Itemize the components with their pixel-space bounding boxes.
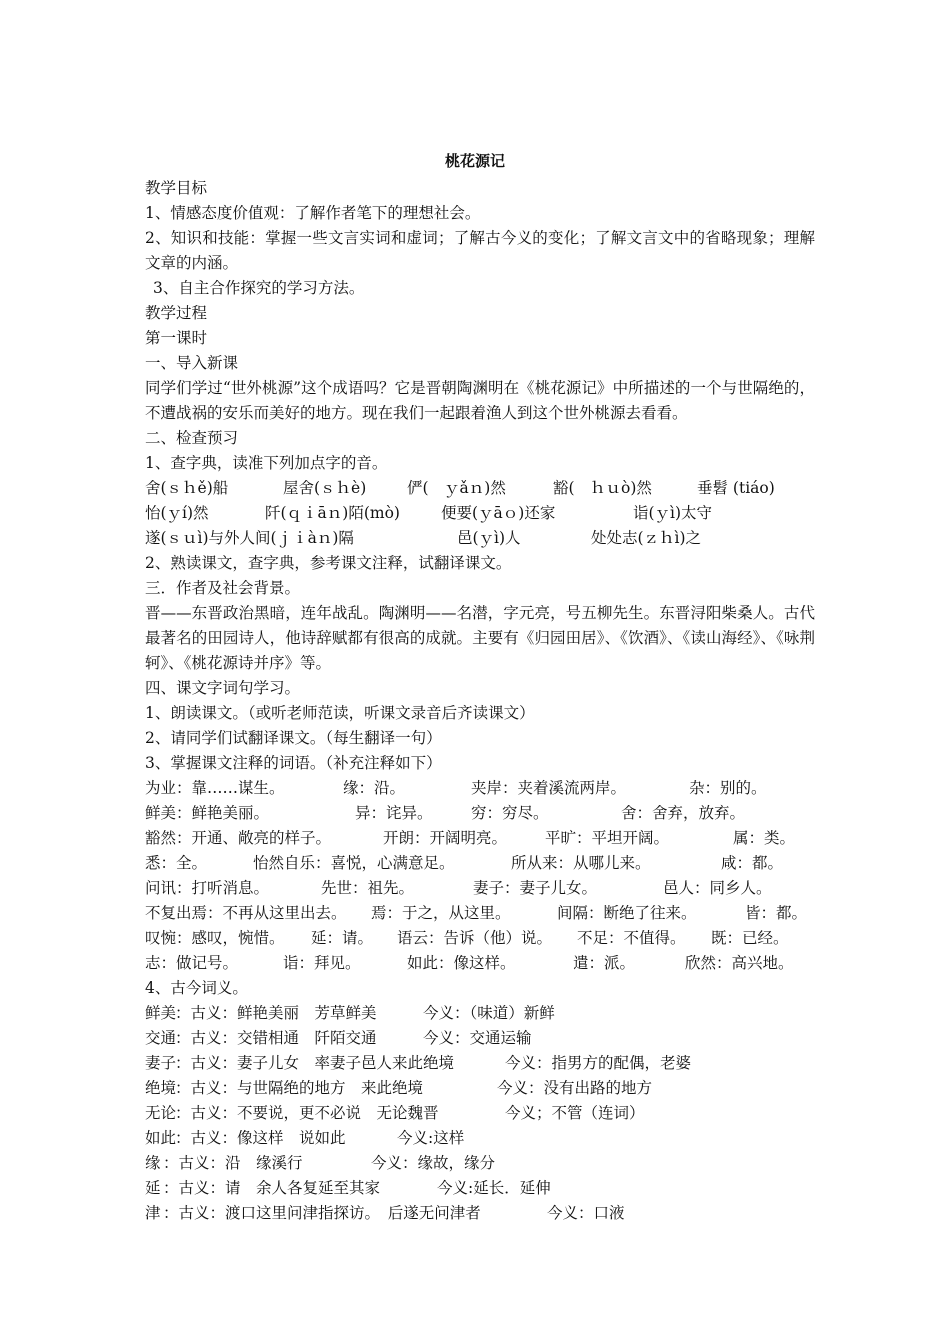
modern-meaning: 今义：没有出路的地方 [497, 1079, 653, 1097]
glossary-item: 平旷：平坦开阔。 [545, 829, 670, 847]
part4-heading: 四、课文字词句学习。 [145, 679, 301, 697]
glossary-item: 属：类。 [733, 829, 796, 847]
word-term: 妻子 [145, 1054, 177, 1072]
modern-meaning: 今义；不管（连词） [505, 1104, 645, 1122]
glossary-item: 既：已经。 [711, 929, 789, 947]
modern-meaning: 今义：指男方的配偶，老婆 [505, 1054, 692, 1072]
pronunciation-item: 怡(ｙí)然 [145, 504, 209, 522]
part3-heading: 三．作者及社会背景。 [145, 579, 301, 597]
part4-item3: 3、掌握课文注释的词语。（补充注释如下） [145, 754, 442, 772]
ancient-meaning: ：古义：像这样 说如此 [175, 1129, 346, 1147]
goal-1: 1、情感态度价值观：了解作者笔下的理想社会。 [145, 204, 481, 222]
glossary-item: 舍：舍弃，放弃。 [621, 804, 746, 822]
glossary-row [145, 801, 815, 826]
part4-item1: 1、朗读课文。（或听老师范读，听课文录音后齐读课文） [145, 704, 535, 722]
glossary-row [145, 876, 815, 901]
ancient-meaning: ：古义：与世隔绝的地方 来此绝境 [175, 1079, 424, 1097]
ancient-meaning: ：古义：鲜艳美丽 芳草鲜美 [175, 1004, 377, 1022]
part3-text: 晋——东晋政治黑暗，连年战乱。陶渊明——名潜，字元亮，号五柳先生。东晋浔阳柴桑人。古代最著名的田园诗人，他诗辞赋都有很高的成就。主要有《归园田居》、《饮酒》、《读山海经》、《咏荆轲》、《桃花源诗并序》等。 [145, 604, 815, 672]
lesson-label: 第一课时 [145, 329, 208, 347]
glossary-item: 如此：像这样。 [407, 954, 516, 972]
glossary-row [145, 951, 815, 976]
pronunciation-item: 处处志(ｚｈì)之 [591, 529, 702, 547]
pronunciation-item: 垂髫 (tiáo) [697, 479, 775, 497]
part1-text: 同学们学过“世外桃源”这个成语吗？它是晋朝陶渊明在《桃花源记》中所描述的一个与世隔绝的，不遭战祸的安乐而美好的地方。现在我们一起跟着渔人到这个世外桃源去看看。 [145, 379, 815, 422]
glossary-item: 欣然：高兴地。 [685, 954, 794, 972]
glossary-item: 志：做记号。 [145, 954, 239, 972]
pronunciation-row [145, 476, 815, 501]
ancient-meaning: ：古义：沿 缘溪行 [163, 1154, 303, 1172]
pronunciation-item: 邑(ｙì)人 [457, 529, 521, 547]
modern-meaning: 今义:这样 [397, 1129, 465, 1147]
glossary-item: 怡然自乐：喜悦，心满意足。 [253, 854, 455, 872]
pronunciation-item: 遂(ｓｕì)与外人间(ｊｉàｎ)隔 [145, 529, 354, 547]
ancient-meaning: ：古义：渡口这里问津指探访。 后遂无问津者 [163, 1204, 481, 1222]
glossary-row [145, 776, 815, 801]
glossary-item: 咸：都。 [721, 854, 784, 872]
document-title: 桃花源记 [444, 152, 505, 170]
pronunciation-item: 诣(ｙì)太守 [633, 504, 713, 522]
modern-meaning: 今义：交通运输 [423, 1029, 532, 1047]
glossary-row [145, 826, 815, 851]
document-body [145, 176, 815, 1226]
part2-item1: 1、查字典，读准下列加点字的音。 [145, 454, 388, 472]
pronunciation-item: 豁( ｈｕò)然 [553, 479, 652, 497]
glossary-item: 语云：告诉（他）说。 [397, 929, 553, 947]
ancient-meaning: ：古义：不要说，更不必说 无论魏晋 [175, 1104, 439, 1122]
goal-3: 3、自主合作探究的学习方法。 [153, 279, 365, 297]
process-heading: 教学过程 [145, 304, 208, 322]
glossary-item: 夹岸：夹着溪流两岸。 [471, 779, 627, 797]
part4-item4: 4、古今词义。 [145, 979, 248, 997]
glossary-item: 先世：祖先。 [321, 879, 415, 897]
pronunciation-item: 舍(ｓｈě)船 [145, 479, 229, 497]
glossary-item: 遣：派。 [573, 954, 636, 972]
word-term: 无论 [145, 1104, 177, 1122]
goals-heading: 教学目标 [145, 179, 208, 197]
glossary-item: 诣：拜见。 [283, 954, 361, 972]
part1-heading: 一、导入新课 [145, 354, 239, 372]
word-term: 如此 [145, 1129, 177, 1147]
word-meaning-row [145, 1126, 815, 1151]
pronunciation-item: 阡(ｑｉāｎ)陌(mò) [265, 504, 400, 522]
word-term: 津 [145, 1204, 161, 1222]
glossary-item: 穷：穷尽。 [471, 804, 549, 822]
glossary-item: 延：请。 [311, 929, 374, 947]
glossary-item: 所从来：从哪儿来。 [511, 854, 651, 872]
modern-meaning: 今义：（味道）新鲜 [423, 1004, 555, 1022]
glossary-item: 开朗：开阔明亮。 [383, 829, 508, 847]
word-meaning-row [145, 1151, 815, 1176]
word-term: 缘 [145, 1154, 161, 1172]
glossary-item: 不复出焉：不再从这里出去。 [145, 904, 347, 922]
glossary-item: 妻子：妻子儿女。 [473, 879, 598, 897]
glossary-row [145, 901, 815, 926]
glossary-item: 焉：于之，从这里。 [371, 904, 511, 922]
glossary-item: 鲜美：鲜艳美丽。 [145, 804, 270, 822]
word-term: 交通 [145, 1029, 177, 1047]
word-meaning-row [145, 1076, 815, 1101]
glossary-item: 杂：别的。 [689, 779, 767, 797]
glossary-item: 豁然：开通、敞亮的样子。 [145, 829, 332, 847]
modern-meaning: 今义：口液 [547, 1204, 625, 1222]
word-meaning-row [145, 1101, 815, 1126]
pronunciation-item: 便要(ｙāｏ)还家 [441, 504, 556, 522]
part4-item2: 2、请同学们试翻译课文。（每生翻译一句） [145, 729, 442, 747]
glossary-row [145, 851, 815, 876]
goal-2: 2、知识和技能：掌握一些文言实词和虚词；了解古今义的变化；了解文言文中的省略现象；理解文章的内涵。 [145, 229, 815, 272]
ancient-meaning: ：古义：交错相通 阡陌交通 [175, 1029, 377, 1047]
modern-meaning: 今义:延长．延伸 [437, 1179, 551, 1197]
word-meaning-row [145, 1176, 815, 1201]
pronunciation-item: 俨( ｙǎｎ)然 [407, 479, 506, 497]
word-term: 延 [145, 1179, 161, 1197]
word-meaning-row [145, 1026, 815, 1051]
glossary-item: 为业：靠……谋生。 [145, 779, 285, 797]
glossary-item: 叹惋：感叹，惋惜。 [145, 929, 285, 947]
pronunciation-row [145, 501, 815, 526]
glossary-item: 皆：都。 [745, 904, 808, 922]
glossary-item: 邑人：同乡人。 [663, 879, 772, 897]
glossary-row [145, 926, 815, 951]
part2-item2: 2、熟读课文，查字典，参考课文注释，试翻译课文。 [145, 554, 512, 572]
word-term: 绝境 [145, 1079, 177, 1097]
ancient-meaning: ：古义：妻子儿女 率妻子邑人来此绝境 [175, 1054, 455, 1072]
modern-meaning: 今义：缘故，缘分 [371, 1154, 496, 1172]
part2-heading: 二、检查预习 [145, 429, 239, 447]
glossary-item: 缘：沿。 [343, 779, 406, 797]
ancient-meaning: ：古义：请 余人各复延至其家 [163, 1179, 381, 1197]
word-term: 鲜美 [145, 1004, 177, 1022]
word-meaning-row [145, 1201, 815, 1226]
glossary-item: 间隔：断绝了往来。 [557, 904, 697, 922]
glossary-item: 异：诧异。 [355, 804, 433, 822]
glossary-item: 问讯：打听消息。 [145, 879, 270, 897]
word-meaning-row [145, 1051, 815, 1076]
pronunciation-row [145, 526, 815, 551]
glossary-item: 不足：不值得。 [577, 929, 686, 947]
word-meaning-row [145, 1001, 815, 1026]
pronunciation-item: 屋舍(ｓｈè) [283, 479, 367, 497]
glossary-item: 悉：全。 [145, 854, 208, 872]
